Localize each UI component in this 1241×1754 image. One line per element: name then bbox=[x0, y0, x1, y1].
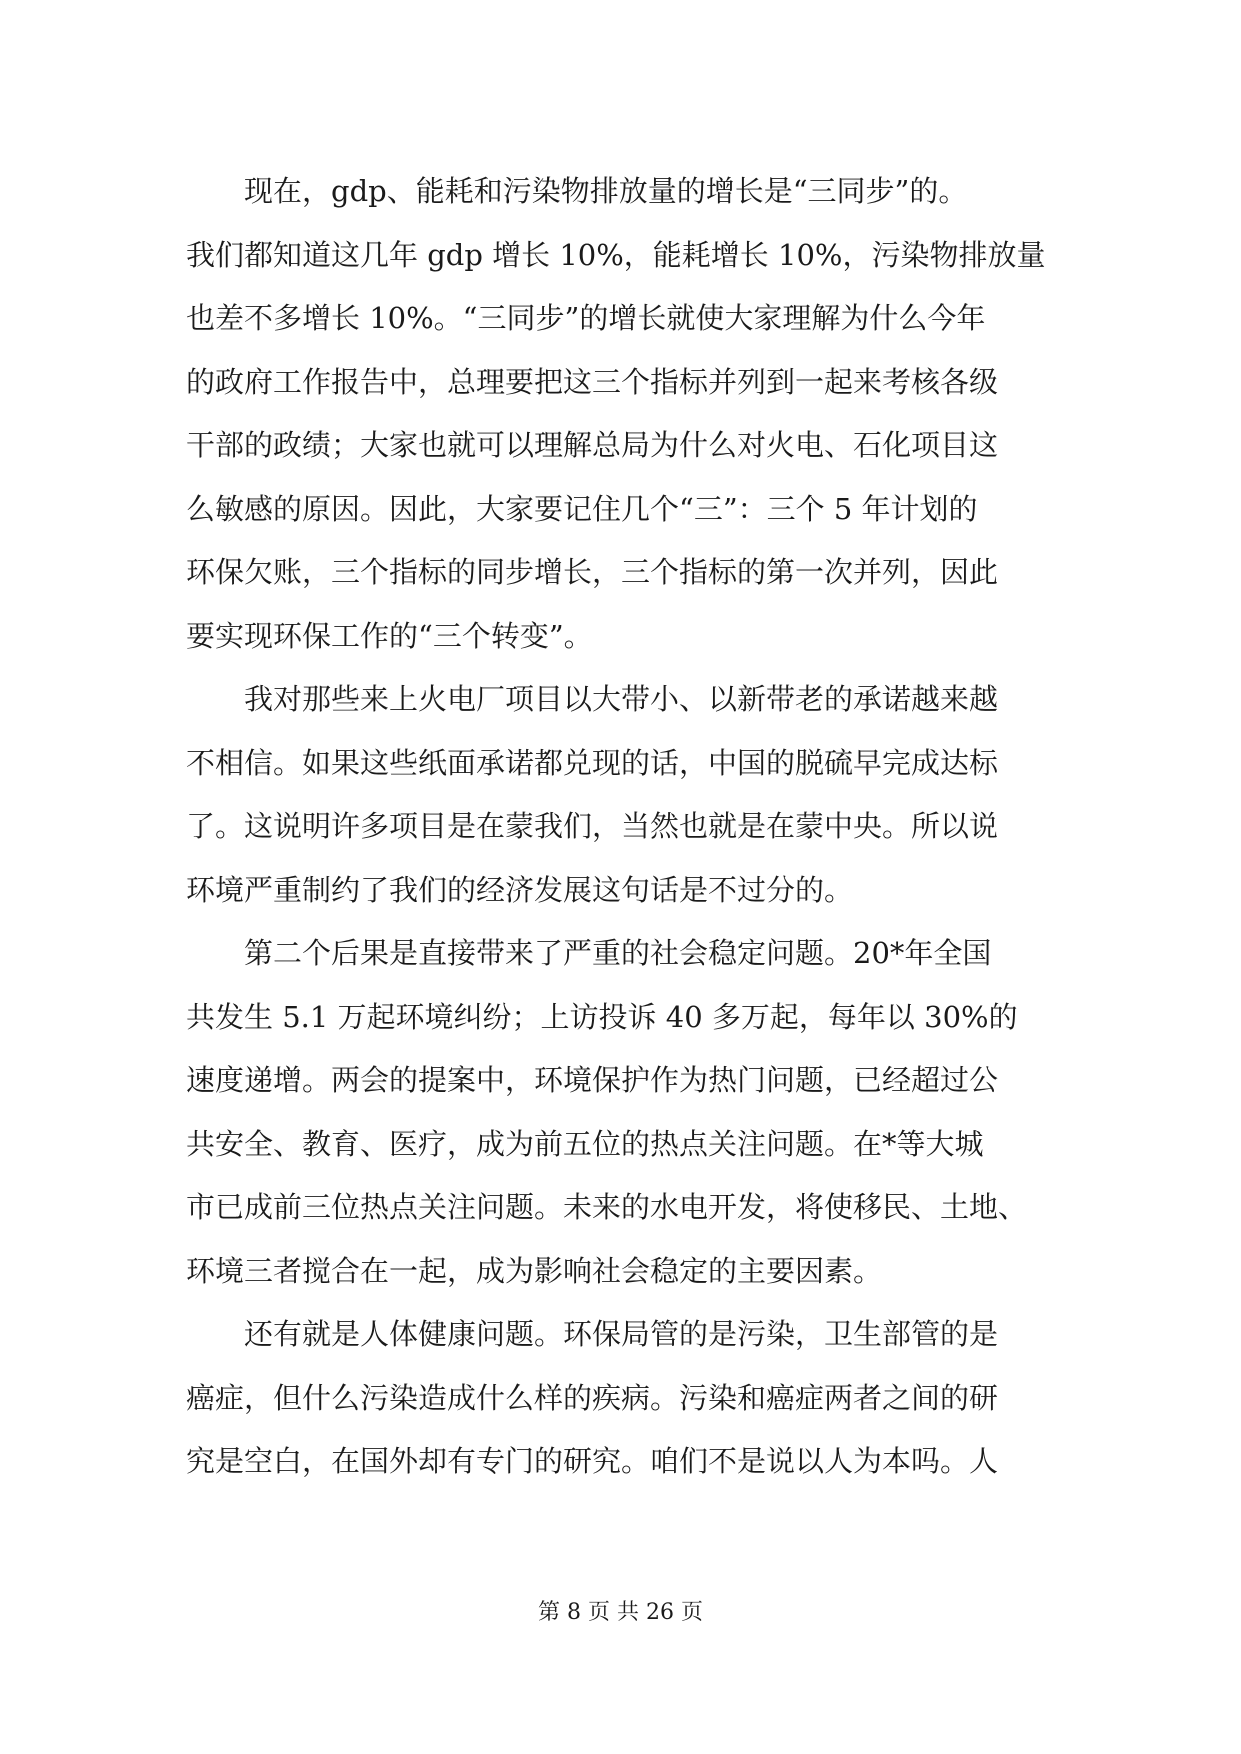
page-number-footer: 第 8 页 共 26 页 bbox=[538, 1600, 703, 1625]
text-line: 环境三者搅合在一起，成为影响社会稳定的主要因素。 bbox=[186, 1253, 883, 1288]
document-body bbox=[186, 160, 1086, 1494]
text-line: 的政府工作报告中，总理要把这三个指标并列到一起来考核各级 bbox=[186, 364, 999, 399]
text-line: 共发生 5.1 万起环境纠纷；上访投诉 40 多万起，每年以 30%的 bbox=[186, 999, 1018, 1034]
text-line: 市已成前三位热点关注问题。未来的水电开发，将使移民、土地、 bbox=[186, 1190, 1028, 1224]
text-line: 么敏感的原因。因此，大家要记住几个“三”：三个 5 年计划的 bbox=[186, 491, 978, 526]
text-line: 干部的政绩；大家也就可以理解总局为什么对火电、石化项目这 bbox=[186, 428, 999, 462]
text-line: 第二个后果是直接带来了严重的社会稳定问题。20*年全国 bbox=[244, 936, 992, 970]
text-line: 我对那些来上火电厂项目以大带小、以新带老的承诺越来越 bbox=[244, 682, 999, 716]
text-line: 究是空白，在国外却有专门的研究。咱们不是说以人为本吗。人 bbox=[186, 1444, 999, 1478]
text-line: 还有就是人体健康问题。环保局管的是污染，卫生部管的是 bbox=[244, 1317, 999, 1351]
text-line: 也差不多增长 10%。“三同步”的增长就使大家理解为什么今年 bbox=[186, 301, 986, 335]
text-line: 速度递增。两会的提案中，环境保护作为热门问题，已经超过公 bbox=[186, 1063, 999, 1097]
text-line: 环保欠账，三个指标的同步增长，三个指标的第一次并列，因此 bbox=[186, 555, 999, 589]
text-line: 共安全、教育、医疗，成为前五位的热点关注问题。在*等大城 bbox=[186, 1126, 984, 1161]
text-line: 现在，gdp、能耗和污染物排放量的增长是“三同步”的。 bbox=[244, 174, 968, 208]
text-line: 我们都知道这几年 gdp 增长 10%，能耗增长 10%，污染物排放量 bbox=[186, 237, 1046, 272]
text-line: 癌症，但什么污染造成什么样的疾病。污染和癌症两者之间的研 bbox=[186, 1380, 999, 1415]
text-line: 环境严重制约了我们的经济发展这句话是不过分的。 bbox=[186, 872, 854, 907]
text-line: 了。这说明许多项目是在蒙我们，当然也就是在蒙中央。所以说 bbox=[186, 809, 999, 843]
text-line: 不相信。如果这些纸面承诺都兑现的话，中国的脱硫早完成达标 bbox=[186, 745, 999, 780]
text-line: 要实现环保工作的“三个转变”。 bbox=[186, 618, 593, 653]
